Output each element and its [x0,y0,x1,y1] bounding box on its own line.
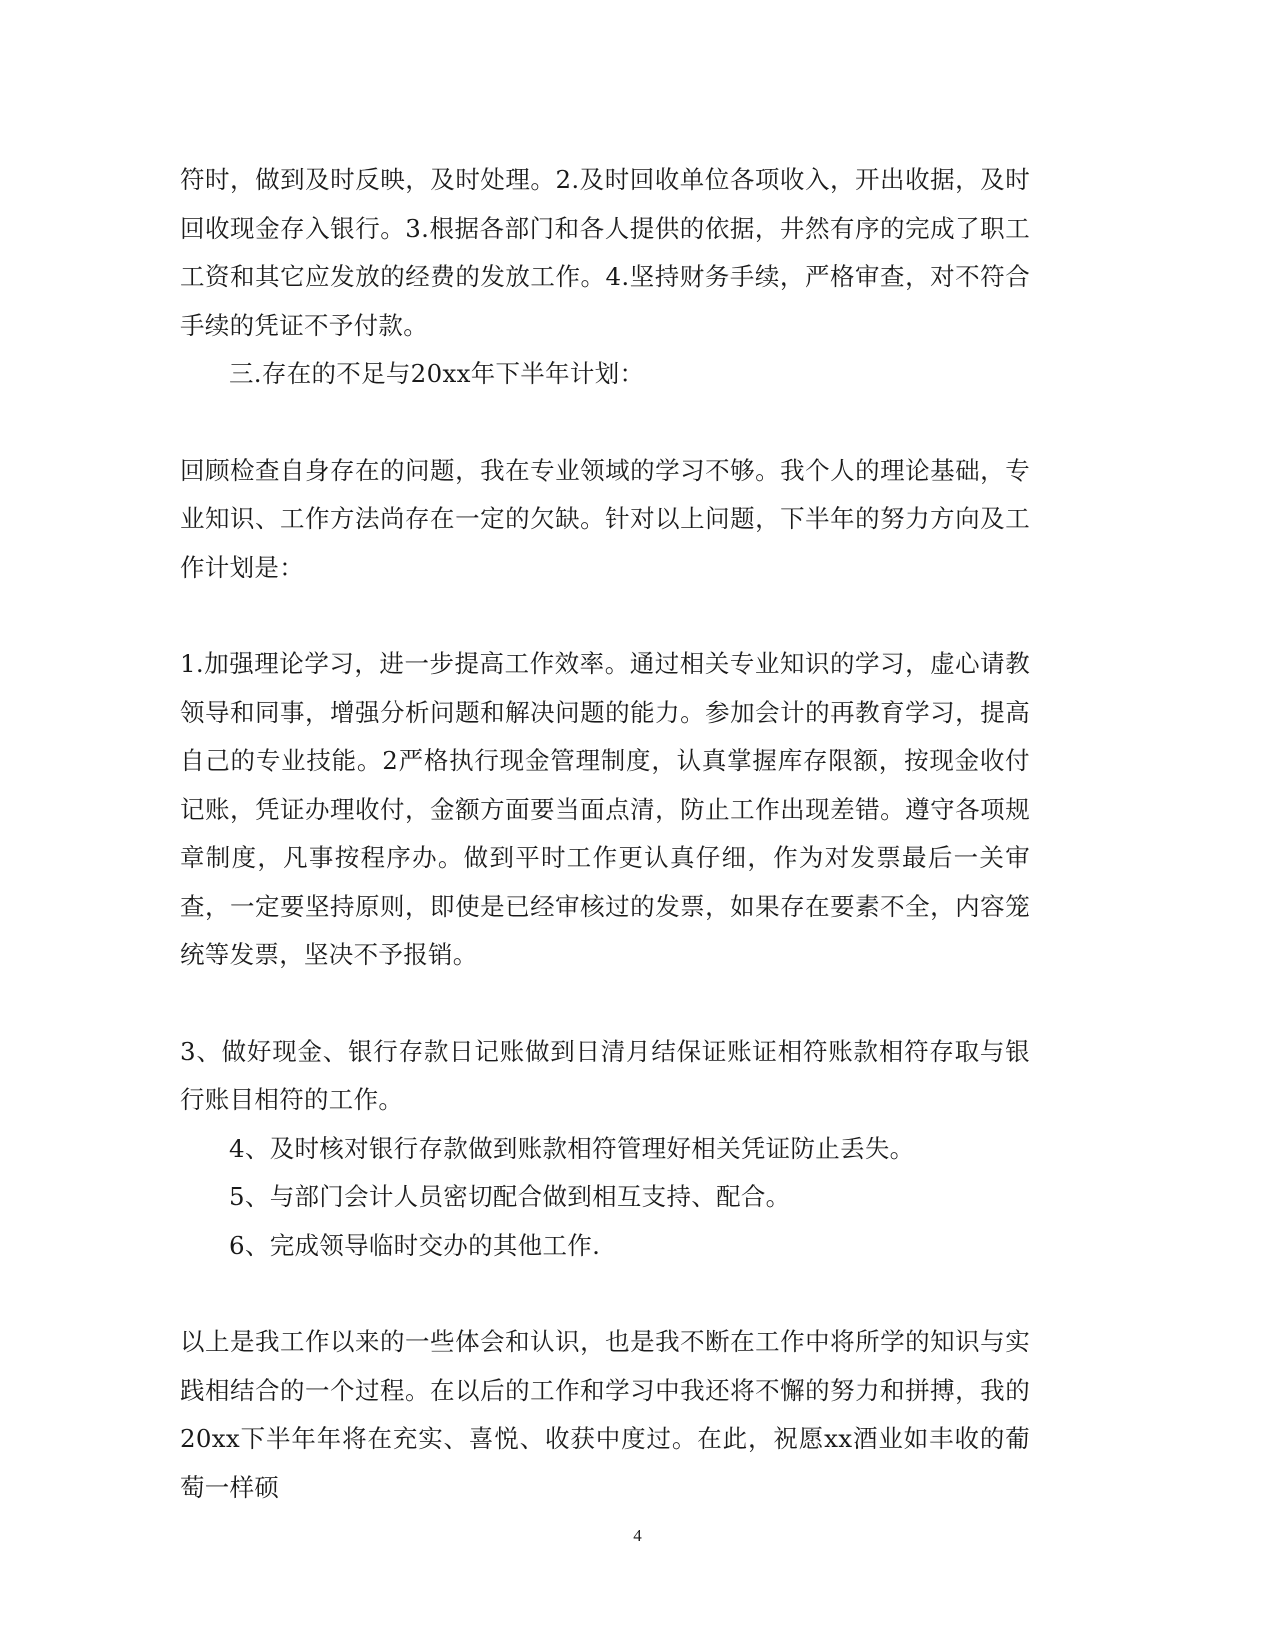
page-number: 4 [633,1526,642,1545]
paragraph-plan-item-1-2: 1.加强理论学习，进一步提高工作效率。通过相关专业知识的学习，虚心请教领导和同事，增强分析问题和解决问题的能力。参加会计的再教育学习，提高自己的专业技能。2严格执行现金管理制度，认真掌握库存限额，按现金收付记账，凭证办理收付，金额方面要当面点清，防止工作出现差错。遵守各项规章制度，凡事按程序办。做到平时工作更认真仔细，作为对发票最后一关审查，一定要坚持原则，即使是已经审核过的发票，如果存在要素不全，内容笼统等发票，坚决不予报销。 [180,649,1030,969]
paragraph-plan-item-3: 3、做好现金、银行存款日记账做到日清月结保证账证相符账款相符存取与银行账目相符的工作。 [180,1036,1030,1114]
paragraph-plan-item-6: 6、完成领导临时交办的其他工作. [229,1230,601,1260]
section-heading-shortcomings-plan: 三.存在的不足与20xx年下半年计划： [229,359,645,388]
paragraph-spacer [180,592,1030,640]
paragraph-plan-item-4: 4、及时核对银行存款做到账款相符管理好相关凭证防止丢失。 [229,1133,915,1163]
paragraph-continued-duties: 符时，做到及时反映，及时处理。2.及时回收单位各项收入，开出收据，及时回收现金存入银行。3.根据各部门和各人提供的依据，井然有序的完成了职工工资和其它应发放的经费的发放工作。4.坚持财务手续，严格审查，对不符合手续的凭证不予付款。 [180,165,1030,340]
paragraph-self-review: 回顾检查自身存在的问题，我在专业领域的学习不够。我个人的理论基础，专业知识、工作方法尚存在一定的欠缺。针对以上问题，下半年的努力方向及工作计划是： [180,455,1030,582]
paragraph-plan-item-5: 5、与部门会计人员密切配合做到相互支持、配合。 [229,1182,791,1211]
paragraph-spacer [180,1270,1030,1318]
paragraph-conclusion: 以上是我工作以来的一些体会和认识，也是我不断在工作中将所学的知识与实践相结合的一个过程。在以后的工作和学习中我还将不懈的努力和拼搏，我的20xx下半年年将在充实、喜悦、收获中度过。在此，祝愿xx酒业如丰收的葡萄一样硕 [180,1327,1030,1502]
document-body [180,156,1030,1512]
paragraph-spacer [180,399,1030,447]
paragraph-spacer [180,980,1030,1028]
